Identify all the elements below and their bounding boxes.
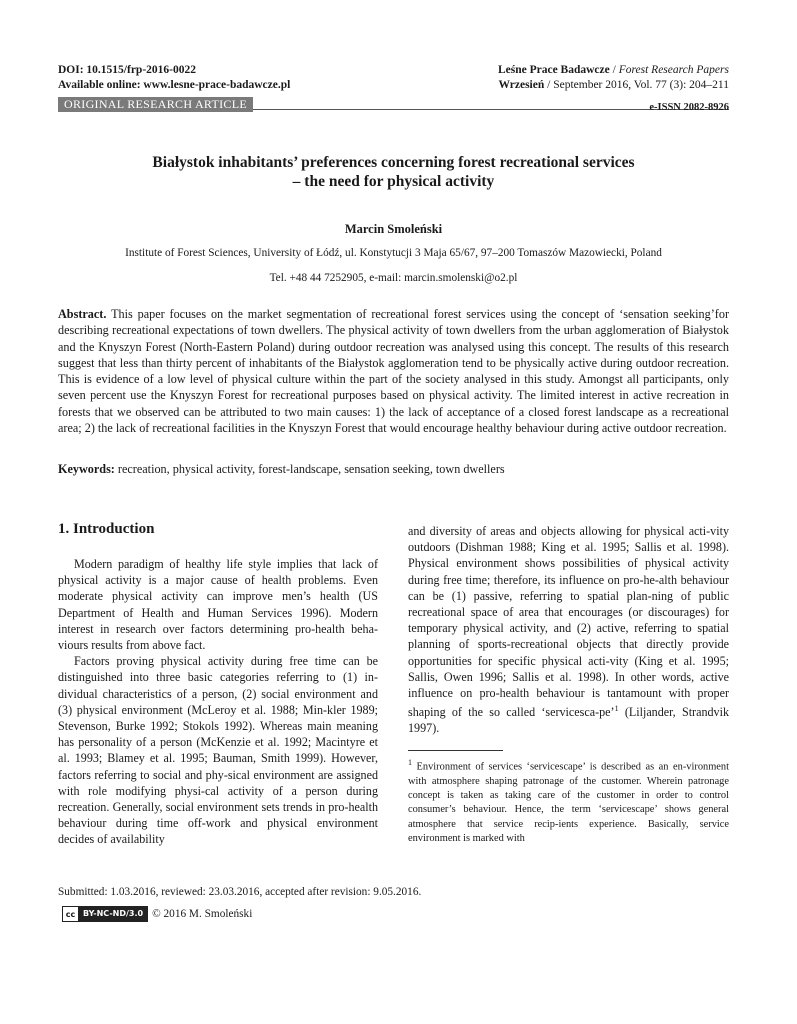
contact-info: Tel. +48 44 7252905, e-mail: marcin.smolenski@o2.pl: [269, 272, 518, 284]
journal-name: [498, 63, 729, 78]
right-column: [408, 523, 729, 737]
article-title-line2: – the need for physical activity: [292, 173, 495, 190]
article-title: [58, 153, 729, 191]
author-name: Marcin Smoleński: [344, 222, 443, 236]
abstract-text: This paper focuses on the market segmentation of recreational forest services using the concept of ‘sensation seeking’for describing recreational expectations of town dwellers. The physical activity of town dwellers from the urban agglomeration of Białystok and the Knyszyn Forest (North-Eastern Poland) during outdoor recreation was analysed using this concept. The results of this research suggest that less than thirty percent of inhabitants of the Białystok agglomeration tend to be physically active during outdoor recreation. This is evidence of a low level of physical culture within the part of the society analysed in this study. Amongst all participants, only seven percent use the Knyszyn Forest for recreational purposes based on physical activity. The limited interest in active recreation in forests that we observed can be attributed to two main causes: 1) the lack of acceptance of a closed forest landscape as a recreational area; 2) the lack of recreational facilities in the Knyszyn Forest that would encourage healthy behaviour during active outdoor recreation.: [58, 307, 730, 436]
article-type-label: ORIGINAL RESEARCH ARTICLE: [58, 97, 253, 112]
footnote-text: Environment of services ‘servicescape’ is described as an en-vironment with atmosphere shaping patronage of the customer. Wherein patronage concept is taken as taking care of the customer in order to control consumer’s behaviour. Hence, the term ‘servicescape’ shows general atmosphere that service recip-ients experience. Basically, service environment is marked with: [408, 761, 729, 844]
intro-paragraph-1: Modern paradigm of healthy life style implies that lack of physical activity is a major cause of health problems. Even moderate physical activity can improve men’s health (US Department of Health and Human Services 1996). Modern interest in research over factors determining pro-health beha-viours results from above fact.: [58, 557, 378, 653]
footnote-rule: [408, 750, 503, 751]
issue-month-pl: Wrzesień: [498, 79, 545, 91]
copyright: © 2016 M. Smoleński: [152, 908, 253, 920]
submission-dates: Submitted: 1.03.2016, reviewed: 23.03.2016, accepted after revision: 9.05.2016.: [58, 886, 422, 898]
eissn: e-ISSN 2082-8926: [649, 102, 729, 113]
footnote-mark: 1: [408, 758, 412, 767]
keywords-label: Keywords:: [58, 462, 115, 476]
issue-details: / September 2016, Vol. 77 (3): 204–211: [544, 79, 729, 91]
footnote-reference[interactable]: 1: [614, 704, 619, 714]
journal-sep: /: [609, 64, 619, 76]
available-online: Available online: www.lesne-prace-badawcze.pl: [58, 79, 291, 91]
abstract: [58, 306, 729, 436]
intro-paragraph-3-text: and diversity of areas and objects allowing for physical acti-vity outdoors (Dishman 1988; King et al. 1995; Sallis et al. 1998). Physical environment shows possibilities of physical activity during free time; therefore, its influence on pro-he-alth behaviour can be (1) passive, referring to spatial plan-ning of public recreational space of area that encourages (or discourages) for temporary physical activity, and (2) active, referring to spatial planning of sports-recreational objects that directly provide opportunities for specific physical acti-vity (King et al. 1995; Sallis, Owen 1996; Sallis et al. 1998). In other words, active influence on pro-health behaviour is tantamount with proper shaping of the so called ‘servicesca-pe’: [408, 524, 729, 720]
keywords: [58, 462, 729, 477]
cc-license-label: BY-NC-ND/3.0: [79, 907, 147, 921]
keywords-text: recreation, physical activity, forest-landscape, sensation seeking, town dwellers: [117, 462, 505, 476]
article-title-line1: Białystok inhabitants’ preferences concerning forest recreational services: [152, 154, 635, 171]
intro-paragraph-3: [408, 523, 729, 737]
journal-name-pl: Leśne Prace Badawcze: [497, 64, 610, 76]
affiliation: Institute of Forest Sciences, University of Łódź, ul. Konstytucji 3 Maja 65/67, 97–200 Tomaszów Mazowiecki, Poland: [125, 247, 662, 259]
left-column: [58, 556, 378, 848]
journal-name-en: Forest Research Papers: [618, 64, 729, 76]
cc-license-badge[interactable]: [62, 906, 148, 922]
cc-logo-icon: cc: [63, 907, 79, 921]
abstract-label: Abstract.: [58, 307, 107, 321]
footnote: [408, 756, 729, 846]
intro-paragraph-2: Factors proving physical activity during free time can be distinguished into three basic categories referring to (1) in-dividual characteristics of a person, (2) social environment and (3) physical environment (McLeroy et al. 1988; Min-kler 1989; Stevenson, Burke 1992; Stokols 1992). Whereas main meaning has personality of a person (McKenzie et al. 1992; Macintyre et al. 1993; Blamey et al. 1995; Bauman, Smith 1999). However, factors referring to social and phy-sical environment are assigned with role modifying physi-cal activity of a person during recreation. Generally, social environment sets trends in pro-health behaviour during time off-work and physical environment decides of availability: [58, 654, 378, 847]
doi: DOI: 10.1515/frp-2016-0022: [58, 64, 196, 76]
section-heading-introduction: 1. Introduction: [58, 521, 155, 537]
footnote-text-block: [408, 756, 729, 846]
issue-info: [498, 78, 729, 93]
intro-paragraph-3-tail: (Liljander, Strandvik 1997).: [408, 705, 729, 736]
license-block: [62, 906, 252, 922]
